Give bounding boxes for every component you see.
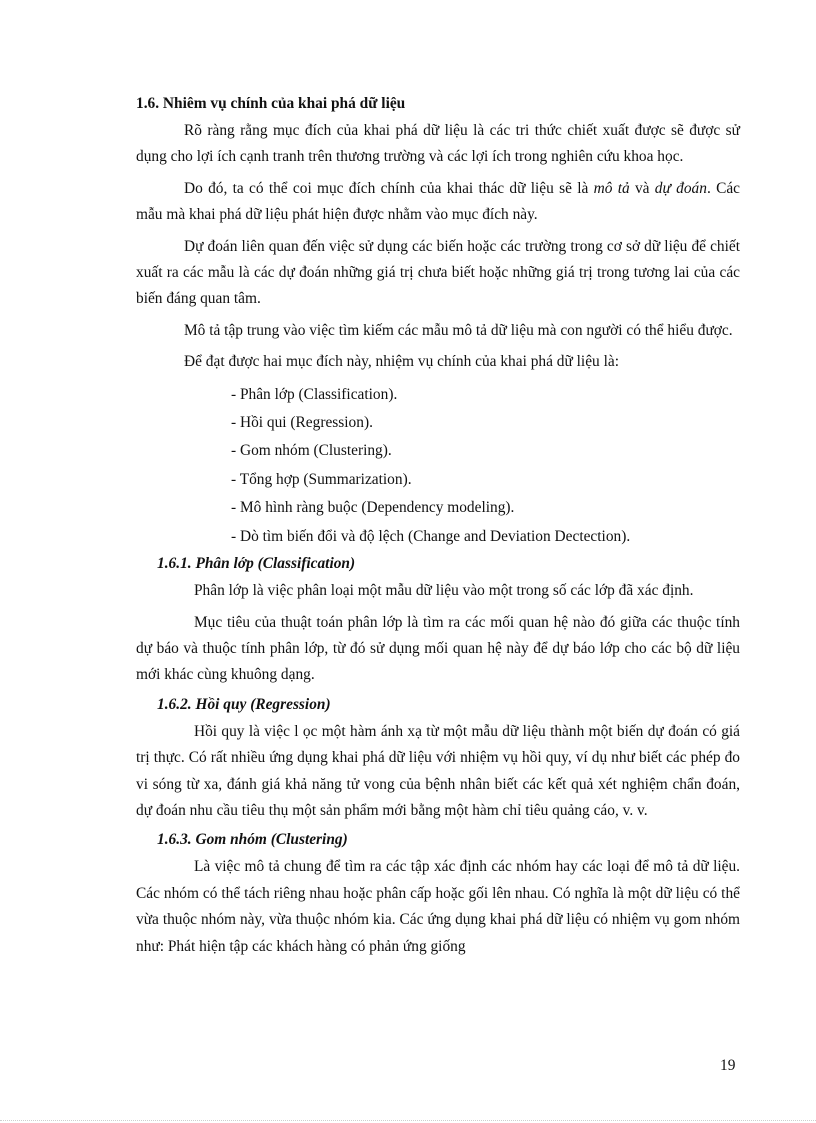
subsection-heading: 1.6.3. Gom nhóm (Clustering) bbox=[157, 831, 348, 849]
list-item: - Hồi qui (Regression). bbox=[231, 414, 373, 432]
text-run: . Các mẫu mà khai phá dữ liệu phát hiện được nhằm vào mục đích này. bbox=[136, 179, 741, 224]
list-item: - Mô hình ràng buộc (Dependency modeling). bbox=[231, 499, 515, 517]
page-bottom-divider bbox=[0, 1120, 816, 1121]
list-item: - Phân lớp (Classification). bbox=[231, 385, 398, 403]
emphasis-text: dự đoán bbox=[654, 179, 707, 197]
page-content bbox=[136, 93, 740, 965]
list-item: - Dò tìm biến đổi và độ lệch (Change and Deviation Dectection). bbox=[231, 527, 631, 545]
paragraph: Mục tiêu của thuật toán phân lớp là tìm ra các mối quan hệ nào đó giữa các thuộc tính dự báo và thuộc tính phân lớp, từ đó sử dụng mối quan hệ này để dự báo lớp cho các bộ dữ liệu mới khác cùng khuông dạng. bbox=[136, 613, 740, 684]
page-number: 19 bbox=[720, 1057, 736, 1074]
task-list bbox=[136, 381, 740, 551]
paragraph bbox=[136, 176, 740, 229]
subsection-heading: 1.6.2. Hồi quy (Regression) bbox=[157, 695, 331, 713]
list-item: - Gom nhóm (Clustering). bbox=[231, 442, 392, 460]
paragraph: Mô tả tập trung vào việc tìm kiếm các mẫu mô tả dữ liệu mà con người có thể hiểu được. bbox=[184, 321, 733, 339]
section-heading: 1.6. Nhiêm vụ chính của khai phá dữ liệu bbox=[136, 95, 406, 112]
paragraph: Phân lớp là việc phân loại một mẫu dữ liệu vào một trong số các lớp đã xác định. bbox=[194, 582, 694, 600]
paragraph: Là việc mô tả chung để tìm ra các tập xác định các nhóm hay các loại để mô tả dữ liệu. Các nhóm có thể tách riêng nhau hoặc phân cấp hoặc gối lên nhau. Có nghĩa là một dữ liệu có thể vừa thuộc nhóm này, vừa thuộc nhóm kia. Các ứng dụng khai phá dữ liệu có nhiệm vụ gom nhóm như: Phát hiện tập các khách hàng có phản ứng giống bbox=[136, 858, 740, 955]
paragraph: Để đạt được hai mục đích này, nhiệm vụ chính của khai phá dữ liệu là: bbox=[184, 353, 619, 371]
text-run: Do đó, ta có thể coi mục đích chính của khai thác dữ liệu sẽ là bbox=[184, 179, 594, 197]
paragraph: Rõ ràng rằng mục đích của khai phá dữ liệu là các tri thức chiết xuất được sẽ được sử dụng cho lợi ích cạnh tranh trên thương trường và các lợi ích trong nghiên cứu khoa học. bbox=[136, 122, 740, 166]
emphasis-text: mô tả bbox=[593, 179, 630, 197]
text-run: và bbox=[629, 179, 655, 197]
list-item: - Tổng hợp (Summarization). bbox=[231, 470, 412, 488]
paragraph: Dự đoán liên quan đến việc sử dụng các biến hoặc các trường trong cơ sở dữ liệu để chiết xuất ra các mẫu là các dự đoán những giá trị chưa biết hoặc những giá trị trong tương lai của các biến đáng quan tâm. bbox=[136, 237, 740, 308]
subsection-heading: 1.6.1. Phân lớp (Classification) bbox=[157, 555, 356, 573]
paragraph: Hồi quy là việc l ọc một hàm ánh xạ từ một mẫu dữ liệu thành một biến dự đoán có giá trị thực. Có rất nhiều ứng dụng khai phá dữ liệu với nhiệm vụ hồi quy, ví dụ như biết các phép đo vi sóng từ xa, đánh giá khả năng tử vong của bệnh nhân biết các kết quả xét nghiệm chẩn đoán, dự đoán nhu cầu tiêu thụ một sản phẩm mới bằng một hàm chỉ tiêu quảng cáo, v. v. bbox=[136, 722, 740, 819]
